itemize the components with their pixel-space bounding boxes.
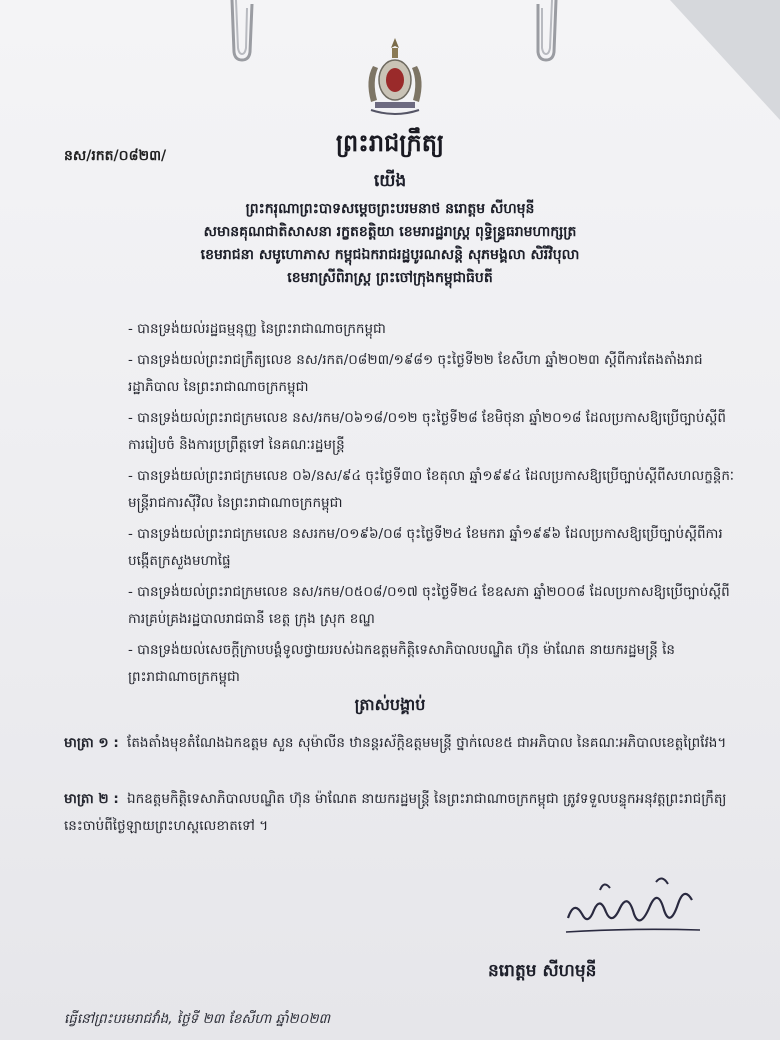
decree-heading: ត្រាស់បង្គាប់ (354, 695, 426, 714)
royal-title-line: ខេមរាជនា សមូហោភាស កម្ពុជឯករាជរដ្ឋបូរណសន្តិ សុភមង្គលា សិរីវិបុលា (200, 247, 580, 263)
consideration-item: - បានទ្រង់យល់ព្រះរាជក្រមលេខ នសរកម/០១៩៦/០៨ ចុះថ្ងៃទី២៤ ខែមករា ឆ្នាំ១៩៩៦ ដែលប្រកាសឱ្យប្រើច្បាប់ស្តីពីការបង្កើតក្រសួងមហាផ្ទៃ (128, 526, 723, 569)
royal-title-line: ខេមរាស្រីពិរាស្ត្រ ព្រះចៅក្រុងកម្ពុជាធិបតី (287, 270, 493, 286)
document-title: ព្រះរាជក្រឹត្យ (335, 129, 445, 157)
article-text: ឯកឧត្តមកិត្តិទេសាភិបាលបណ្ឌិត ហ៊ុន ម៉ាណែត នាយករដ្ឋមន្ត្រី នៃព្រះរាជាណាចក្រកម្ពុជា ត្រូវទទួលបន្ទុកអនុវត្តព្រះរាជក្រឹត្យនេះចាប់ពីថ្ងៃឡាយព្រះហស្តលេខាតទៅ ។ (64, 791, 727, 834)
issue-place-date: ធ្វើនៅព្រះបរមរាជវាំង, ថ្ងៃទី ២៣ ខែសីហា ឆ្នាំ២០២៣ (64, 1011, 331, 1027)
royal-titles (0, 198, 780, 290)
reference-number: នស/រកត/០៨២៣/ (64, 148, 167, 164)
royal-title-line: សមានគុណជាតិសាសនា រក្ខតខត្តិយា ខេមរារដ្ឋរាស្ត្រ ពុទ្ធិន្ទ្រធរាមហាក្សត្រ (203, 224, 577, 240)
consideration-item: - បានទ្រង់យល់រដ្ឋធម្មនុញ្ញ នៃព្រះរាជាណាចក្រកម្ពុជា (128, 321, 386, 337)
article-label: មាត្រា ១ : (64, 735, 119, 751)
royal-title-line: ព្រះករុណាព្រះបាទសម្តេចព្រះបរមនាថ នរោត្តម សីហមុនី (245, 201, 535, 217)
consideration-item: - បានទ្រង់យល់ព្រះរាជក្រឹត្យលេខ នស/រកត/០៨២៣/១៩៨១ ចុះថ្ងៃទី២២ ខែសីហា ឆ្នាំ២០២៣ ស្តីពីការតែងតាំងរាជរដ្ឋាភិបាល នៃព្រះរាជាណាចក្រកម្ពុជា (128, 352, 703, 395)
royal-emblem-icon (355, 36, 435, 118)
signer-name: នរោត្តម សីហមុនី (488, 961, 597, 981)
paper-clip-icon (222, 0, 262, 62)
consideration-item: - បានទ្រង់យល់សេចក្តីក្រាបបង្គំទូលថ្វាយរបស់ឯកឧត្តមកិត្តិទេសាភិបាលបណ្ឌិត ហ៊ុន ម៉ាណែត នាយករដ្ឋមន្ត្រី នៃព្រះរាជាណាចក្រកម្ពុជា (128, 642, 675, 685)
consideration-item: - បានទ្រង់យល់ព្រះរាជក្រមលេខ នស/រកម/០៥០៨/០១៧ ចុះថ្ងៃទី២៤ ខែឧសភា ឆ្នាំ២០០៨ ដែលប្រកាសឱ្យប្រើច្បាប់ស្តីពីការគ្រប់គ្រងរដ្ឋបាលរាជធានី ខេត្ត ក្រុង ស្រុក ខណ្ឌ (128, 584, 730, 627)
handwritten-signature (560, 870, 710, 940)
consideration-item: - បានទ្រង់យល់ព្រះរាជក្រមលេខ នស/រកម/០៦១៨/០១២ ចុះថ្ងៃទី២៨ ខែមិថុនា ឆ្នាំ២០១៨ ដែលប្រកាសឱ្យប្រើច្បាប់ស្តីពីការរៀបចំ និងការប្រព្រឹត្តទៅ នៃគណៈរដ្ឋមន្ត្រី (128, 410, 726, 453)
folded-corner (670, 0, 780, 120)
paper-clip-icon (528, 0, 568, 62)
document-subtitle: យើង (373, 171, 407, 191)
consideration-item: - បានទ្រង់យល់ព្រះរាជក្រមលេខ ០៦/នស/៩៤ ចុះថ្ងៃទី៣០ ខែតុលា ឆ្នាំ១៩៩៤ ដែលប្រកាសឱ្យប្រើច្បាប់ស្តីពីសហលក្ខន្តិកៈមន្ត្រីរាជការស៊ីវិល នៃព្រះរាជាណាចក្រកម្ពុជា (128, 468, 735, 511)
article-1 (64, 730, 744, 757)
article-2 (64, 786, 744, 840)
article-label: មាត្រា ២ : (64, 791, 119, 807)
considerations-list (128, 316, 743, 695)
article-text: តែងតាំងមុខតំណែងឯកឧត្តម សួន សុម៉ាលីន ឋានន្តរស័ក្តិឧត្តមមន្ត្រី ថ្នាក់លេខ៥ ជាអភិបាល នៃគណៈអភិបាលខេត្តព្រៃវែង។ (127, 735, 727, 751)
